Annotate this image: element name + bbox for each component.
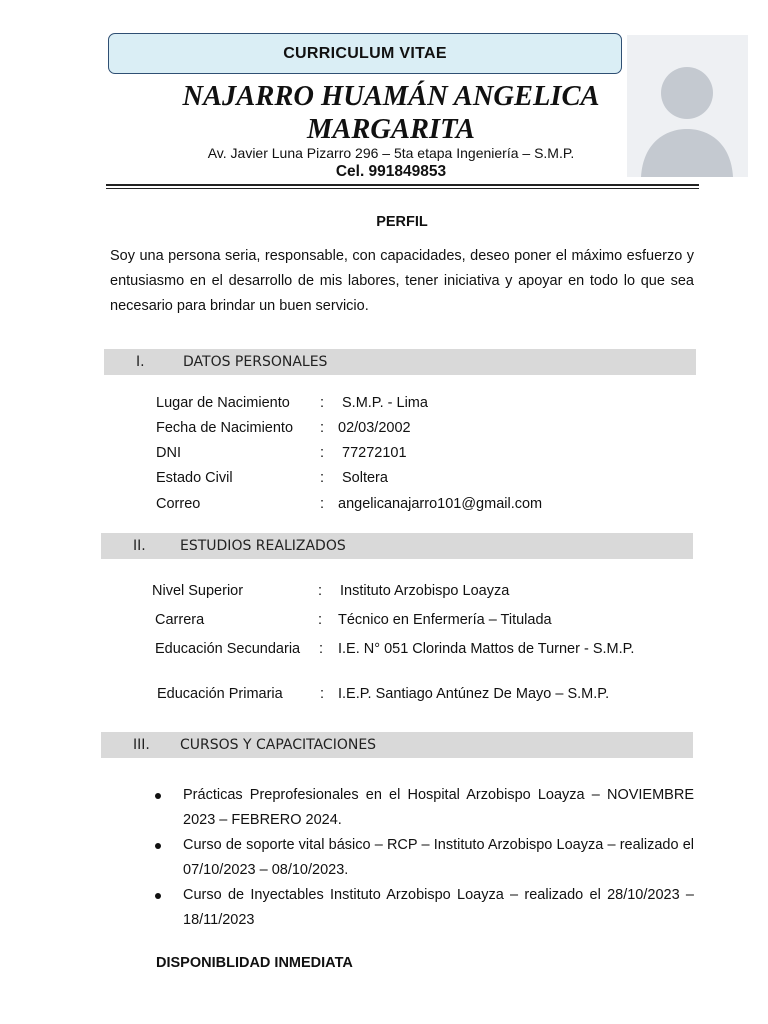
curso-item: Curso de Inyectables Instituto Arzobispo Loayza – realizado el 28/10/2023 – 18/11/2023: [183, 887, 694, 928]
datos-label: Lugar de Nacimiento: [156, 395, 290, 411]
section-number: II.: [133, 538, 146, 554]
estudios-value: Instituto Arzobispo Loayza: [340, 583, 510, 599]
section-number: III.: [133, 737, 150, 753]
curso-item: Prácticas Preprofesionales en el Hospital Arzobispo Loayza – NOVIEMBRE 2023 – FEBRERO 2024.: [183, 787, 694, 828]
bullet-icon: [155, 793, 161, 799]
datos-value: 77272101: [342, 445, 407, 461]
datos-label: Estado Civil: [156, 470, 233, 486]
section-title: CURSOS Y CAPACITACIONES: [180, 737, 377, 753]
datos-value: Soltera: [342, 470, 388, 486]
estudios-value: Técnico en Enfermería – Titulada: [338, 612, 552, 628]
portrait-photo: [627, 35, 748, 177]
datos-colon: :: [320, 496, 325, 512]
estudios-label: Educación Secundaria: [155, 641, 301, 657]
candidate-name: [108, 80, 674, 146]
section-title: ESTUDIOS REALIZADOS: [180, 538, 346, 554]
address: Av. Javier Luna Pizarro 296 – 5ta etapa Ingeniería – S.M.P.: [207, 145, 575, 161]
section-number: I.: [136, 354, 145, 370]
datos-colon: :: [320, 445, 325, 461]
estudios-label: Nivel Superior: [152, 583, 244, 599]
datos-label: Correo: [156, 496, 201, 512]
estudios-value: I.E.P. Santiago Antúnez De Mayo – S.M.P.: [338, 686, 610, 702]
portrait-placeholder-icon: [627, 35, 748, 177]
candidate-name-line1: NAJARRO HUAMÁN ANGELICA: [182, 81, 600, 112]
datos-value: angelicanajarro101@gmail.com: [338, 496, 543, 512]
bullet-icon: [155, 843, 161, 849]
datos-value: S.M.P. - Lima: [342, 395, 428, 411]
section-cursos-capacitaciones: [101, 732, 693, 758]
candidate-name-line2: MARGARITA: [307, 114, 475, 145]
datos-value: 02/03/2002: [338, 420, 411, 436]
section-title: DATOS PERSONALES: [183, 354, 328, 370]
estudios-colon: :: [318, 612, 323, 628]
header-divider-thin: [106, 188, 699, 189]
datos-label: Fecha de Nacimiento: [156, 420, 294, 436]
availability-note: DISPONIBLIDAD INMEDIATA: [156, 955, 353, 971]
section-datos-personales: [104, 349, 696, 375]
curso-item: Curso de soporte vital básico – RCP – Instituto Arzobispo Loayza – realizado el 07/10/2023 – 08/10/2023.: [183, 837, 694, 878]
estudios-colon: :: [319, 641, 324, 657]
estudios-value: I.E. N° 051 Clorinda Mattos de Turner - S.M.P.: [338, 641, 635, 657]
cv-title-box: [108, 33, 622, 74]
phone-number: Cel. 991849853: [335, 163, 447, 180]
bullet-icon: [155, 893, 161, 899]
estudios-label: Carrera: [155, 612, 205, 628]
estudios-label: Educación Primaria: [157, 686, 283, 702]
cv-title: CURRICULUM VITAE: [283, 44, 447, 62]
datos-colon: :: [320, 420, 325, 436]
datos-colon: :: [320, 470, 325, 486]
perfil-text: Soy una persona seria, responsable, con capacidades, deseo poner el máximo esfuerzo y entusiasmo en el desarrollo de mis labores, tener iniciativa y apoyar en todo lo que sea necesario para brindar un buen servicio.: [110, 248, 694, 314]
datos-colon: :: [320, 395, 325, 411]
estudios-colon: :: [318, 583, 323, 599]
header-divider-thick: [106, 184, 699, 186]
estudios-colon: :: [320, 686, 325, 702]
section-estudios-realizados: [101, 533, 693, 559]
perfil-heading: PERFIL: [376, 214, 428, 230]
datos-label: DNI: [156, 445, 181, 461]
